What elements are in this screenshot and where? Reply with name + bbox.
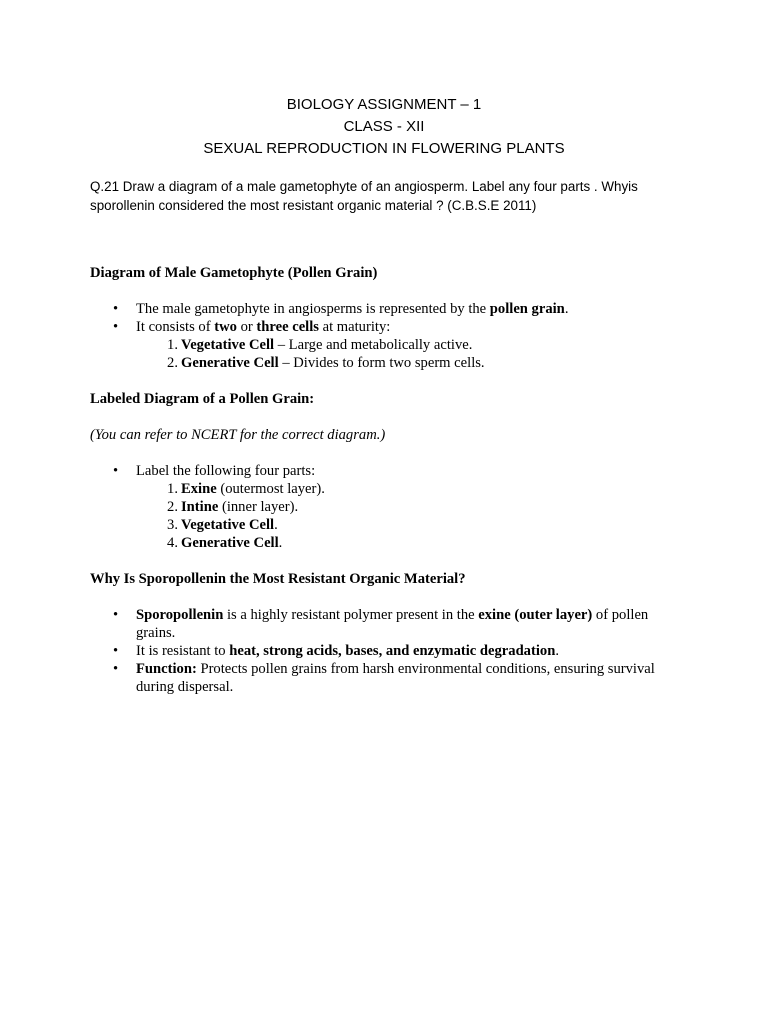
assignment-title: BIOLOGY ASSIGNMENT – 1 (286, 96, 482, 113)
section-heading-labeled-diagram: Labeled Diagram of a Pollen Grain: (90, 391, 315, 407)
section-heading-sporopollenin: Why Is Sporopollenin the Most Resistant Organic Material? (90, 571, 466, 587)
parts-numbered-list (136, 480, 680, 552)
list-item: • Function: Protects pollen grains from harsh environmental conditions, ensuring survival during dispersal. (90, 660, 680, 696)
list-item: • Sporopollenin is a highly resistant polymer present in the exine (outer layer) of pollen grains. (90, 606, 680, 642)
class-label: CLASS - XII (343, 118, 425, 135)
sporopollenin-bullet-list (90, 606, 680, 696)
list-item: • It consists of two or three cells at maturity: 1. Vegetative Cell – Large and metabolically active. 2. Generative Cell – Divides to form two sperm cells. (90, 318, 680, 372)
label-parts-list (90, 462, 680, 552)
list-item: • Label the following four parts: 1. Exine (outermost layer). 2. Intine (inner layer). 3. Vegetative Cell. 4. Generative Cell. (90, 462, 680, 552)
ncert-reference-note: (You can refer to NCERT for the correct diagram.) (90, 427, 386, 443)
list-item: • The male gametophyte in angiosperms is represented by the pollen grain. (90, 300, 680, 318)
list-item: 1. Vegetative Cell – Large and metabolically active. (167, 337, 473, 353)
gametophyte-bullet-list (90, 300, 680, 372)
list-item: 3. Vegetative Cell. (167, 517, 278, 533)
list-item: 2. Generative Cell – Divides to form two sperm cells. (167, 355, 485, 371)
list-item: 1. Exine (outermost layer). (167, 481, 325, 497)
list-item: 2. Intine (inner layer). (167, 499, 299, 515)
section-heading-diagram: Diagram of Male Gametophyte (Pollen Grain) (90, 265, 378, 281)
cell-types-list (136, 336, 680, 372)
question-text: Q.21 Draw a diagram of a male gametophyte of an angiosperm. Label any four parts . Whyis sporollenin considered the most resistant organic material ? (C.B.S.E 2011) (90, 179, 638, 213)
list-item: • It is resistant to heat, strong acids, bases, and enzymatic degradation. (90, 642, 680, 660)
list-item: 4. Generative Cell. (167, 535, 283, 551)
chapter-title: SEXUAL REPRODUCTION IN FLOWERING PLANTS (203, 140, 565, 157)
